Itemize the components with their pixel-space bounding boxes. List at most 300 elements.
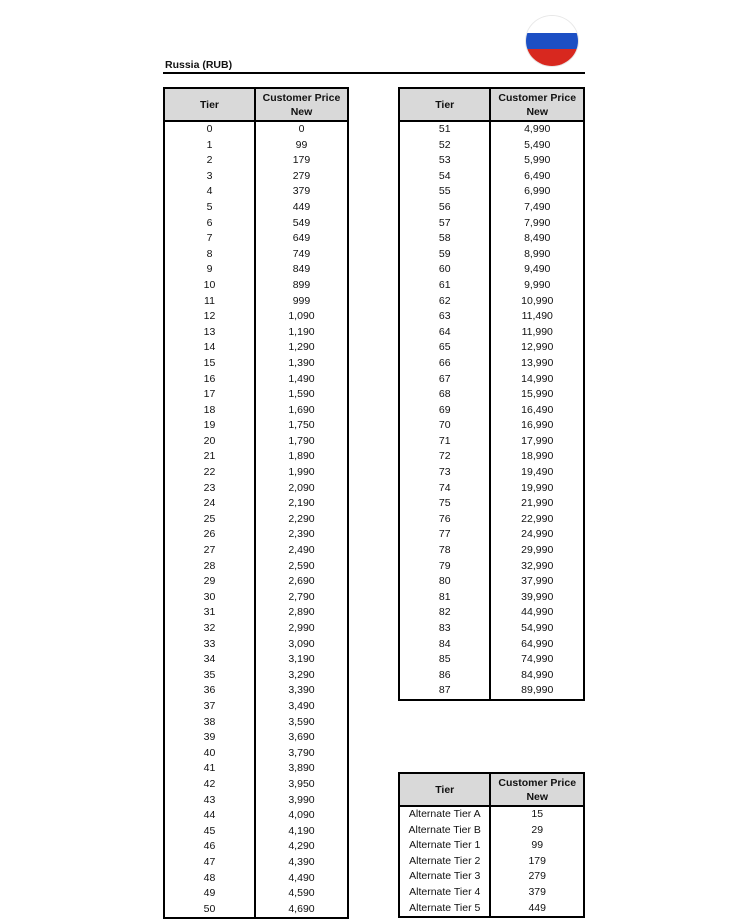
price-cell: 10,990 bbox=[490, 294, 584, 310]
tier-cell: Alternate Tier 2 bbox=[399, 854, 490, 870]
table-row bbox=[399, 262, 584, 278]
table-row bbox=[164, 200, 348, 216]
price-cell: 4,490 bbox=[255, 871, 348, 887]
table-row bbox=[164, 512, 348, 528]
tier-cell: 81 bbox=[399, 590, 490, 606]
table-row bbox=[164, 793, 348, 809]
price-cell: 4,590 bbox=[255, 886, 348, 902]
price-cell: 21,990 bbox=[490, 496, 584, 512]
price-cell: 16,990 bbox=[490, 418, 584, 434]
price-cell: 3,790 bbox=[255, 746, 348, 762]
price-cell: 3,950 bbox=[255, 777, 348, 793]
table-row bbox=[164, 527, 348, 543]
tier-cell: 66 bbox=[399, 356, 490, 372]
price-cell: 4,290 bbox=[255, 839, 348, 855]
price-cell: 1,190 bbox=[255, 325, 348, 341]
table-row bbox=[164, 574, 348, 590]
tier-cell: 46 bbox=[164, 839, 255, 855]
price-cell: 9,990 bbox=[490, 278, 584, 294]
table-header-row bbox=[399, 773, 584, 806]
tier-cell: 56 bbox=[399, 200, 490, 216]
header-customer-price bbox=[490, 88, 584, 121]
tier-cell: 84 bbox=[399, 637, 490, 653]
table-row bbox=[399, 838, 584, 854]
table-row bbox=[399, 325, 584, 341]
price-cell: 179 bbox=[255, 153, 348, 169]
table-row bbox=[399, 247, 584, 263]
tier-cell: 36 bbox=[164, 683, 255, 699]
tier-cell: 31 bbox=[164, 605, 255, 621]
tier-cell: 83 bbox=[399, 621, 490, 637]
table-row bbox=[399, 496, 584, 512]
tier-cell: Alternate Tier B bbox=[399, 823, 490, 839]
tier-cell: 1 bbox=[164, 138, 255, 154]
table-row bbox=[399, 559, 584, 575]
price-cell: 8,990 bbox=[490, 247, 584, 263]
table-row bbox=[399, 434, 584, 450]
price-cell: 18,990 bbox=[490, 449, 584, 465]
table-row bbox=[164, 637, 348, 653]
tier-cell: 53 bbox=[399, 153, 490, 169]
tier-cell: 49 bbox=[164, 886, 255, 902]
price-cell: 39,990 bbox=[490, 590, 584, 606]
price-cell: 13,990 bbox=[490, 356, 584, 372]
price-cell: 29 bbox=[490, 823, 584, 839]
tier-cell: 80 bbox=[399, 574, 490, 590]
price-cell: 449 bbox=[490, 901, 584, 918]
table-row bbox=[164, 403, 348, 419]
tier-cell: 44 bbox=[164, 808, 255, 824]
table-row bbox=[164, 216, 348, 232]
table-row bbox=[164, 153, 348, 169]
tier-cell: 15 bbox=[164, 356, 255, 372]
price-cell: 2,890 bbox=[255, 605, 348, 621]
price-cell: 1,890 bbox=[255, 449, 348, 465]
table-row bbox=[164, 871, 348, 887]
table-row bbox=[164, 590, 348, 606]
tier-cell: 8 bbox=[164, 247, 255, 263]
tier-cell: 0 bbox=[164, 121, 255, 138]
tier-cell: 67 bbox=[399, 372, 490, 388]
price-cell: 0 bbox=[255, 121, 348, 138]
price-cell: 3,190 bbox=[255, 652, 348, 668]
price-cell: 3,290 bbox=[255, 668, 348, 684]
tier-cell: Alternate Tier 5 bbox=[399, 901, 490, 918]
table-row bbox=[164, 481, 348, 497]
tier-cell: 63 bbox=[399, 309, 490, 325]
table-row bbox=[399, 309, 584, 325]
tier-cell: Alternate Tier 3 bbox=[399, 869, 490, 885]
table-row bbox=[164, 184, 348, 200]
tier-cell: 24 bbox=[164, 496, 255, 512]
table-row bbox=[399, 806, 584, 823]
tier-cell: 9 bbox=[164, 262, 255, 278]
table-row bbox=[164, 356, 348, 372]
tier-cell: 30 bbox=[164, 590, 255, 606]
tier-cell: 2 bbox=[164, 153, 255, 169]
flag-stripe-blue bbox=[526, 33, 578, 50]
tier-cell: 65 bbox=[399, 340, 490, 356]
table-row bbox=[164, 372, 348, 388]
tier-cell: 45 bbox=[164, 824, 255, 840]
table-row bbox=[399, 184, 584, 200]
table-row bbox=[399, 652, 584, 668]
price-cell: 1,790 bbox=[255, 434, 348, 450]
price-cell: 1,490 bbox=[255, 372, 348, 388]
table-row bbox=[164, 121, 348, 138]
tier-cell: 59 bbox=[399, 247, 490, 263]
price-cell: 2,290 bbox=[255, 512, 348, 528]
price-cell: 16,490 bbox=[490, 403, 584, 419]
tier-cell: 10 bbox=[164, 278, 255, 294]
tier-cell: 5 bbox=[164, 200, 255, 216]
table-row bbox=[399, 683, 584, 700]
tier-cell: 12 bbox=[164, 309, 255, 325]
price-cell: 11,490 bbox=[490, 309, 584, 325]
tier-cell: 82 bbox=[399, 605, 490, 621]
table-row bbox=[399, 527, 584, 543]
tier-cell: 41 bbox=[164, 761, 255, 777]
header-tier-label: Tier bbox=[435, 784, 455, 796]
page-title: Russia (RUB) bbox=[165, 59, 233, 71]
table-row bbox=[399, 668, 584, 684]
table-row bbox=[164, 761, 348, 777]
price-table-tiers-0-50 bbox=[163, 87, 349, 919]
price-cell: 5,990 bbox=[490, 153, 584, 169]
tier-cell: 76 bbox=[399, 512, 490, 528]
tier-cell: 52 bbox=[399, 138, 490, 154]
tier-cell: 14 bbox=[164, 340, 255, 356]
header-customer-price bbox=[255, 88, 348, 121]
table-row bbox=[399, 449, 584, 465]
price-cell: 379 bbox=[490, 885, 584, 901]
tier-cell: 71 bbox=[399, 434, 490, 450]
price-cell: 7,990 bbox=[490, 216, 584, 232]
table-row bbox=[164, 434, 348, 450]
price-cell: 4,690 bbox=[255, 902, 348, 919]
tier-cell: 50 bbox=[164, 902, 255, 919]
price-cell: 179 bbox=[490, 854, 584, 870]
price-cell: 22,990 bbox=[490, 512, 584, 528]
table-header-row bbox=[399, 88, 584, 121]
price-cell: 5,490 bbox=[490, 138, 584, 154]
price-cell: 14,990 bbox=[490, 372, 584, 388]
flag-stripe-red bbox=[526, 49, 578, 66]
table-row bbox=[399, 356, 584, 372]
price-cell: 37,990 bbox=[490, 574, 584, 590]
table-row bbox=[399, 823, 584, 839]
price-cell: 2,190 bbox=[255, 496, 348, 512]
table-row bbox=[164, 325, 348, 341]
table-row bbox=[164, 715, 348, 731]
tier-cell: 73 bbox=[399, 465, 490, 481]
price-cell: 3,890 bbox=[255, 761, 348, 777]
price-cell: 849 bbox=[255, 262, 348, 278]
price-cell: 2,990 bbox=[255, 621, 348, 637]
tier-cell: 58 bbox=[399, 231, 490, 247]
tier-cell: 54 bbox=[399, 169, 490, 185]
table-header-row bbox=[164, 88, 348, 121]
price-cell: 1,990 bbox=[255, 465, 348, 481]
table-row bbox=[399, 121, 584, 138]
tier-cell: Alternate Tier 1 bbox=[399, 838, 490, 854]
table-row bbox=[164, 746, 348, 762]
table-row bbox=[164, 340, 348, 356]
tier-cell: 61 bbox=[399, 278, 490, 294]
tier-cell: 28 bbox=[164, 559, 255, 575]
table-row bbox=[399, 543, 584, 559]
flag-stripe-white bbox=[526, 16, 578, 33]
header-price-line1: Customer Price bbox=[498, 777, 577, 789]
table-row bbox=[399, 418, 584, 434]
tier-cell: 37 bbox=[164, 699, 255, 715]
price-cell: 64,990 bbox=[490, 637, 584, 653]
table-row bbox=[399, 465, 584, 481]
table-row bbox=[164, 808, 348, 824]
price-cell: 29,990 bbox=[490, 543, 584, 559]
table-row bbox=[399, 216, 584, 232]
tier-cell: 68 bbox=[399, 387, 490, 403]
price-table-tiers-51-87 bbox=[398, 87, 585, 701]
russia-flag-icon bbox=[526, 16, 578, 66]
table-row bbox=[399, 153, 584, 169]
price-cell: 8,490 bbox=[490, 231, 584, 247]
tier-cell: 38 bbox=[164, 715, 255, 731]
price-cell: 7,490 bbox=[490, 200, 584, 216]
tier-cell: 74 bbox=[399, 481, 490, 497]
tier-cell: 55 bbox=[399, 184, 490, 200]
tier-cell: 17 bbox=[164, 387, 255, 403]
title-divider bbox=[163, 72, 585, 74]
price-cell: 32,990 bbox=[490, 559, 584, 575]
tier-cell: 47 bbox=[164, 855, 255, 871]
table-row bbox=[399, 621, 584, 637]
header-price-line2: New bbox=[526, 791, 549, 803]
header-tier bbox=[399, 773, 490, 806]
price-table-alternate-tiers bbox=[398, 772, 585, 918]
price-cell: 999 bbox=[255, 294, 348, 310]
price-cell: 19,990 bbox=[490, 481, 584, 497]
price-cell: 99 bbox=[490, 838, 584, 854]
table-row bbox=[164, 543, 348, 559]
price-cell: 44,990 bbox=[490, 605, 584, 621]
price-cell: 449 bbox=[255, 200, 348, 216]
tier-cell: 13 bbox=[164, 325, 255, 341]
price-cell: 84,990 bbox=[490, 668, 584, 684]
table-row bbox=[399, 481, 584, 497]
table-row bbox=[399, 885, 584, 901]
price-cell: 89,990 bbox=[490, 683, 584, 700]
tier-cell: 7 bbox=[164, 231, 255, 247]
table-row bbox=[164, 652, 348, 668]
table-row bbox=[164, 138, 348, 154]
price-cell: 1,290 bbox=[255, 340, 348, 356]
tier-cell: 78 bbox=[399, 543, 490, 559]
price-cell: 2,390 bbox=[255, 527, 348, 543]
table-row bbox=[164, 668, 348, 684]
price-cell: 15,990 bbox=[490, 387, 584, 403]
price-cell: 3,590 bbox=[255, 715, 348, 731]
tier-cell: 32 bbox=[164, 621, 255, 637]
price-cell: 2,090 bbox=[255, 481, 348, 497]
header-price-line1: Customer Price bbox=[262, 92, 341, 104]
table-row bbox=[164, 855, 348, 871]
tier-cell: 35 bbox=[164, 668, 255, 684]
header-price-line1: Customer Price bbox=[498, 92, 577, 104]
table-row bbox=[164, 387, 348, 403]
price-cell: 12,990 bbox=[490, 340, 584, 356]
header-customer-price bbox=[490, 773, 584, 806]
table-row bbox=[399, 387, 584, 403]
price-cell: 1,690 bbox=[255, 403, 348, 419]
price-cell: 3,690 bbox=[255, 730, 348, 746]
tier-cell: 16 bbox=[164, 372, 255, 388]
header-tier-label: Tier bbox=[199, 99, 220, 111]
table-row bbox=[164, 621, 348, 637]
tier-cell: 62 bbox=[399, 294, 490, 310]
tier-cell: 87 bbox=[399, 683, 490, 700]
price-cell: 279 bbox=[255, 169, 348, 185]
table-row bbox=[399, 200, 584, 216]
price-cell: 4,090 bbox=[255, 808, 348, 824]
price-cell: 74,990 bbox=[490, 652, 584, 668]
tier-cell: 57 bbox=[399, 216, 490, 232]
table-row bbox=[164, 605, 348, 621]
price-cell: 649 bbox=[255, 231, 348, 247]
price-cell: 6,490 bbox=[490, 169, 584, 185]
table-row bbox=[164, 262, 348, 278]
price-cell: 17,990 bbox=[490, 434, 584, 450]
tier-cell: 19 bbox=[164, 418, 255, 434]
tier-cell: 64 bbox=[399, 325, 490, 341]
table-row bbox=[164, 247, 348, 263]
price-cell: 15 bbox=[490, 806, 584, 823]
price-cell: 3,990 bbox=[255, 793, 348, 809]
tier-cell: 86 bbox=[399, 668, 490, 684]
price-cell: 1,590 bbox=[255, 387, 348, 403]
price-cell: 279 bbox=[490, 869, 584, 885]
table-row bbox=[164, 169, 348, 185]
price-cell: 24,990 bbox=[490, 527, 584, 543]
tier-cell: 48 bbox=[164, 871, 255, 887]
table-row bbox=[164, 309, 348, 325]
table-row bbox=[399, 138, 584, 154]
price-cell: 3,490 bbox=[255, 699, 348, 715]
tier-cell: 70 bbox=[399, 418, 490, 434]
table-row bbox=[164, 699, 348, 715]
table-row bbox=[164, 418, 348, 434]
table-row bbox=[399, 869, 584, 885]
table-row bbox=[399, 403, 584, 419]
header-tier-label: Tier bbox=[435, 99, 455, 111]
price-cell: 3,390 bbox=[255, 683, 348, 699]
tier-cell: 6 bbox=[164, 216, 255, 232]
tier-cell: 77 bbox=[399, 527, 490, 543]
table-row bbox=[164, 683, 348, 699]
tier-cell: 69 bbox=[399, 403, 490, 419]
table-row bbox=[399, 605, 584, 621]
price-cell: 1,750 bbox=[255, 418, 348, 434]
price-cell: 4,990 bbox=[490, 121, 584, 138]
tier-cell: 27 bbox=[164, 543, 255, 559]
tier-cell: 34 bbox=[164, 652, 255, 668]
tier-cell: Alternate Tier A bbox=[399, 806, 490, 823]
table-row bbox=[164, 839, 348, 855]
price-cell: 1,090 bbox=[255, 309, 348, 325]
header-price-line2: New bbox=[290, 106, 313, 118]
price-cell: 11,990 bbox=[490, 325, 584, 341]
table-row bbox=[399, 372, 584, 388]
price-cell: 19,490 bbox=[490, 465, 584, 481]
price-cell: 2,690 bbox=[255, 574, 348, 590]
table-row bbox=[164, 559, 348, 575]
tier-cell: 51 bbox=[399, 121, 490, 138]
tier-cell: 39 bbox=[164, 730, 255, 746]
tier-cell: 26 bbox=[164, 527, 255, 543]
table-row bbox=[164, 886, 348, 902]
tier-cell: 43 bbox=[164, 793, 255, 809]
table-row bbox=[399, 854, 584, 870]
price-cell: 99 bbox=[255, 138, 348, 154]
price-cell: 1,390 bbox=[255, 356, 348, 372]
tier-cell: 29 bbox=[164, 574, 255, 590]
price-cell: 749 bbox=[255, 247, 348, 263]
tier-cell: 25 bbox=[164, 512, 255, 528]
tier-cell: 75 bbox=[399, 496, 490, 512]
table-row bbox=[399, 637, 584, 653]
table-row bbox=[164, 730, 348, 746]
price-cell: 2,490 bbox=[255, 543, 348, 559]
tier-cell: 20 bbox=[164, 434, 255, 450]
price-cell: 9,490 bbox=[490, 262, 584, 278]
table-row bbox=[399, 340, 584, 356]
table-row bbox=[399, 294, 584, 310]
tier-cell: 85 bbox=[399, 652, 490, 668]
tier-cell: 42 bbox=[164, 777, 255, 793]
table-row bbox=[164, 777, 348, 793]
table-row bbox=[399, 590, 584, 606]
table-row bbox=[399, 512, 584, 528]
table-row bbox=[164, 465, 348, 481]
tier-cell: 23 bbox=[164, 481, 255, 497]
table-row bbox=[164, 231, 348, 247]
table-row bbox=[164, 824, 348, 840]
table-row bbox=[164, 449, 348, 465]
price-cell: 549 bbox=[255, 216, 348, 232]
table-row bbox=[399, 231, 584, 247]
table-row bbox=[399, 278, 584, 294]
header-tier bbox=[399, 88, 490, 121]
tier-cell: Alternate Tier 4 bbox=[399, 885, 490, 901]
price-cell: 2,590 bbox=[255, 559, 348, 575]
table-row bbox=[164, 278, 348, 294]
tier-cell: 11 bbox=[164, 294, 255, 310]
tier-cell: 4 bbox=[164, 184, 255, 200]
table-row bbox=[164, 902, 348, 919]
price-cell: 4,390 bbox=[255, 855, 348, 871]
table-row bbox=[399, 169, 584, 185]
price-cell: 4,190 bbox=[255, 824, 348, 840]
table-row bbox=[164, 294, 348, 310]
tier-cell: 33 bbox=[164, 637, 255, 653]
price-cell: 899 bbox=[255, 278, 348, 294]
tier-cell: 40 bbox=[164, 746, 255, 762]
price-cell: 54,990 bbox=[490, 621, 584, 637]
price-cell: 3,090 bbox=[255, 637, 348, 653]
tier-cell: 22 bbox=[164, 465, 255, 481]
header-tier bbox=[164, 88, 255, 121]
tier-cell: 18 bbox=[164, 403, 255, 419]
